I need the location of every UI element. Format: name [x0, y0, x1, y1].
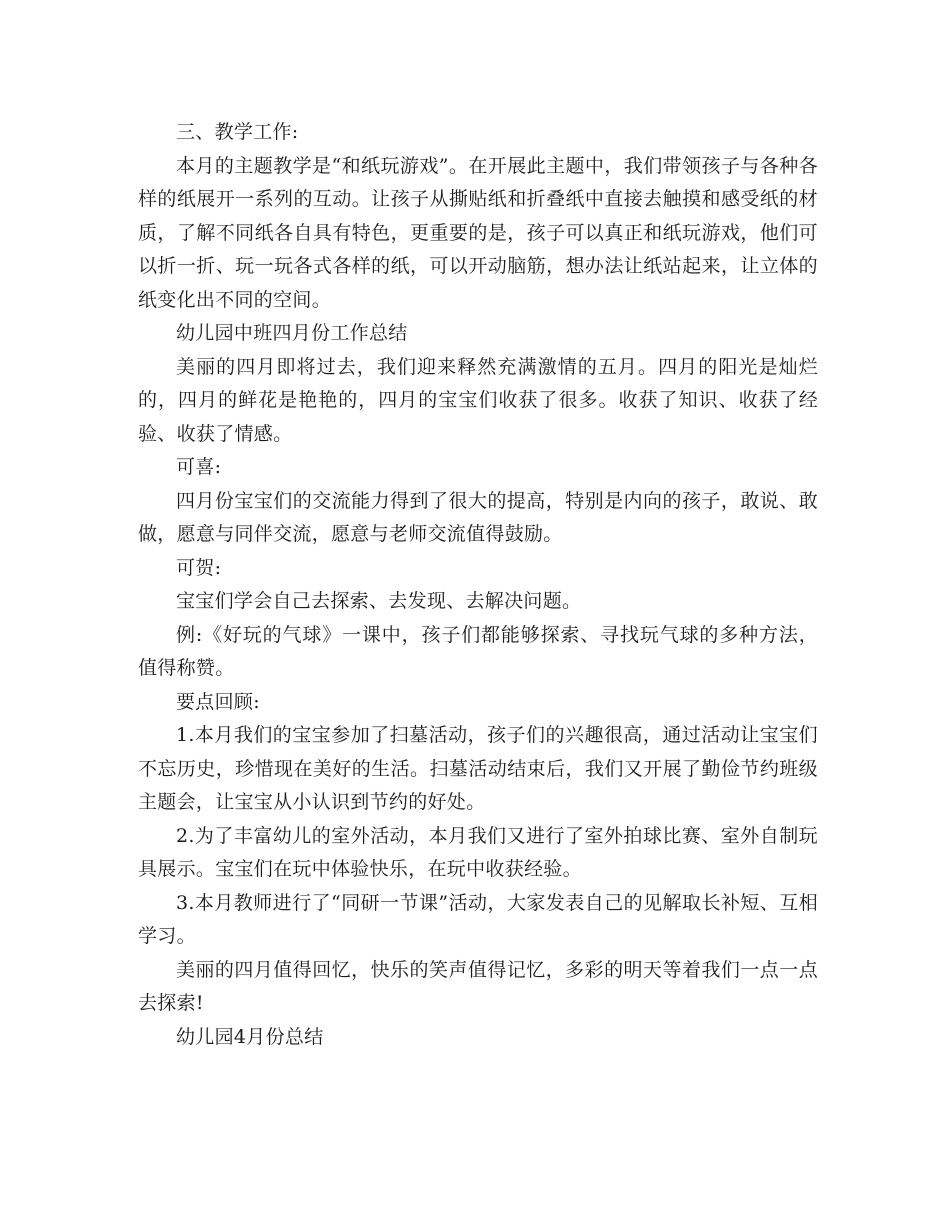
paragraph-april-intro: 美丽的四月即将过去，我们迎来释然充满激情的五月。四月的阳光是灿烂的，四月的鲜花是艳艳的，四月的宝宝们收获了很多。收获了知识、收获了经验、收获了情感。 [138, 355, 818, 445]
list-item-2: 2.为了丰富幼儿的室外活动，本月我们又进行了室外拍球比赛、室外自制玩具展示。宝宝们在玩中体验快乐，在玩中收获经验。 [138, 824, 818, 880]
subtitle-april-summary: 幼儿园中班四月份工作总结 [176, 322, 408, 344]
paragraph-explore: 宝宝们学会自己去探索、去发现、去解决问题。 [176, 590, 582, 612]
subtitle-april-kindergarten-summary: 幼儿园4月份总结 [176, 1025, 324, 1048]
paragraph-closing: 美丽的四月值得回忆，快乐的笑声值得记忆，多彩的明天等着我们一点一点去探索! [138, 958, 818, 1014]
paragraph-communication: 四月份宝宝们的交流能力得到了很大的提高，特别是内向的孩子，敢说、敢做，愿意与同伴交流，愿意与老师交流值得鼓励。 [138, 489, 818, 545]
document-body [138, 116, 818, 1054]
list-item-3: 3.本月教师进行了“同研一节课”活动，大家发表自己的见解取长补短、互相学习。 [138, 891, 818, 947]
list-item-1: 1.本月我们的宝宝参加了扫墓活动，孩子们的兴趣很高，通过活动让宝宝们不忘历史，珍惜现在美好的生活。扫墓活动结束后，我们又开展了勤俭节约班级主题会，让宝宝从小认识到节约的好处。 [138, 724, 818, 813]
paragraph-theme-teaching: 本月的主题教学是“和纸玩游戏”。在开展此主题中，我们带领孩子与各种各样的纸展开一系列的互动。让孩子从撕贴纸和折叠纸中直接去触摸和感受纸的材质，了解不同纸各自具有特色，更重要的是，孩子可以真正和纸玩游戏，他们可以折一折、玩一玩各式各样的纸，可以开动脑筋，想办法让纸站起来，让立体的纸变化出不同的空间。 [138, 154, 818, 311]
section-heading-teaching-work: 三、教学工作: [176, 121, 299, 143]
paragraph-example-balloon: 例:《好玩的气球》一课中，孩子们都能够探索、寻找玩气球的多种方法，值得称赞。 [138, 623, 818, 679]
label-key-review: 要点回顾: [176, 690, 260, 713]
label-gratifying: 可喜: [176, 456, 222, 478]
label-congratulations: 可贺: [176, 556, 222, 579]
